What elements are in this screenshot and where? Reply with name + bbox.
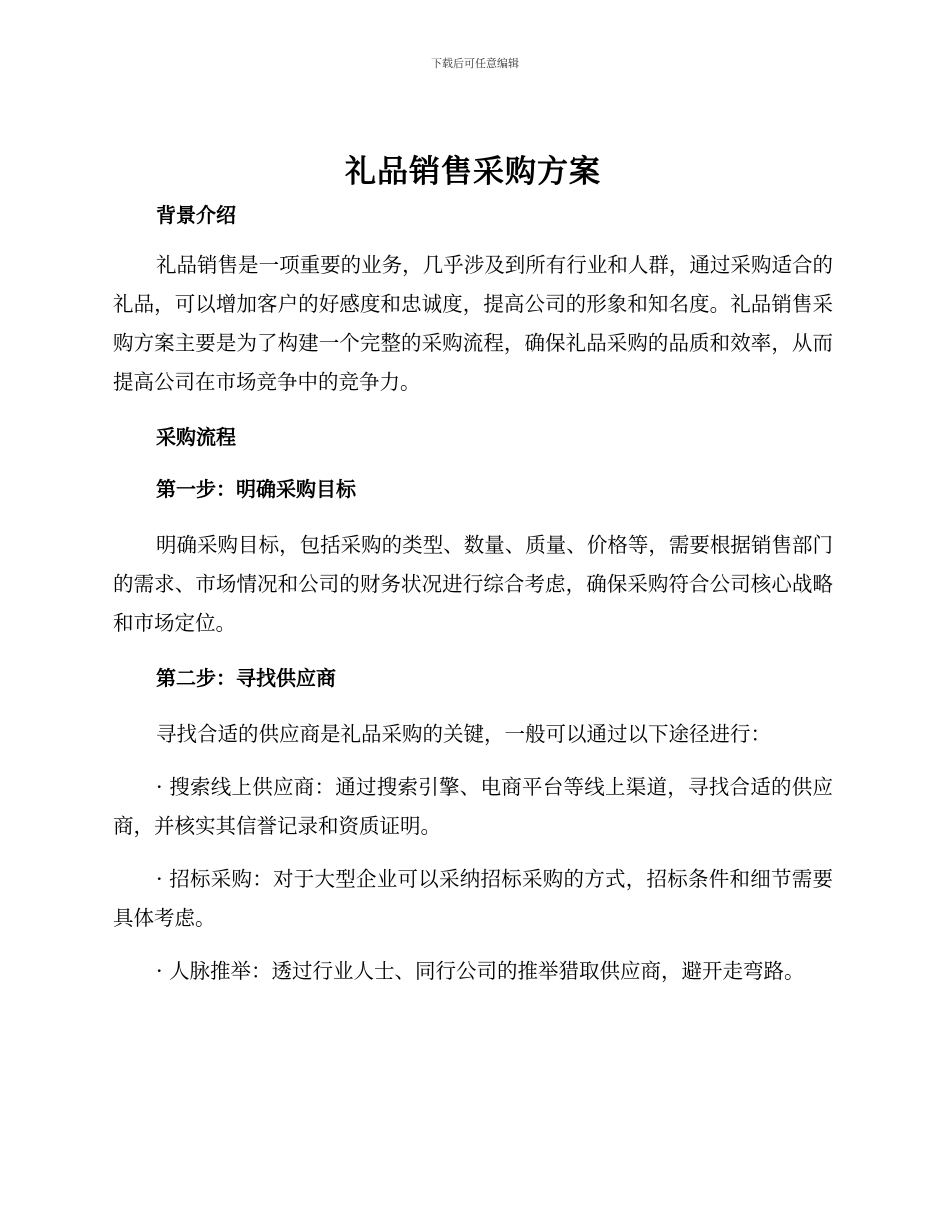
step1-paragraph: 明确采购目标，包括采购的类型、数量、质量、价格等，需要根据销售部门的需求、市场情况和公司的财务状况进行综合考虑，确保采购符合公司核心战略和市场定位。 xyxy=(113,533,833,635)
document-title: 礼品销售采购方案 xyxy=(345,154,601,190)
step1-heading: 第一步：明确采购目标 xyxy=(156,477,356,501)
bullet-item: · 人脉推举：透过行业人士、同行公司的推举猎取供应商，避开走弯路。 xyxy=(156,959,805,983)
bullet-item: · 搜索线上供应商：通过搜索引擎、电商平台等线上渠道，寻找合适的供应商，并核实其信誉记录和资质证明。 xyxy=(113,775,833,838)
background-paragraph: 礼品销售是一项重要的业务，几乎涉及到所有行业和人群，通过采购适合的礼品，可以增加客户的好感度和忠诚度，提高公司的形象和知名度。礼品销售采购方案主要是为了构建一个完整的采购流程，确保礼品采购的品质和效率，从而提高公司在市场竞争中的竞争力。 xyxy=(113,253,833,394)
step2-heading: 第二步：寻找供应商 xyxy=(156,666,336,690)
background-heading: 背景介绍 xyxy=(156,203,236,227)
step2-intro-paragraph: 寻找合适的供应商是礼品采购的关键，一般可以通过以下途径进行： xyxy=(156,722,771,746)
page-header-note: 下载后可任意编辑 xyxy=(431,57,519,70)
process-heading: 采购流程 xyxy=(156,425,236,449)
bullet-item: · 招标采购：对于大型企业可以采纳招标采购的方式，招标条件和细节需要具体考虑。 xyxy=(113,867,833,930)
document-page xyxy=(113,150,833,1005)
